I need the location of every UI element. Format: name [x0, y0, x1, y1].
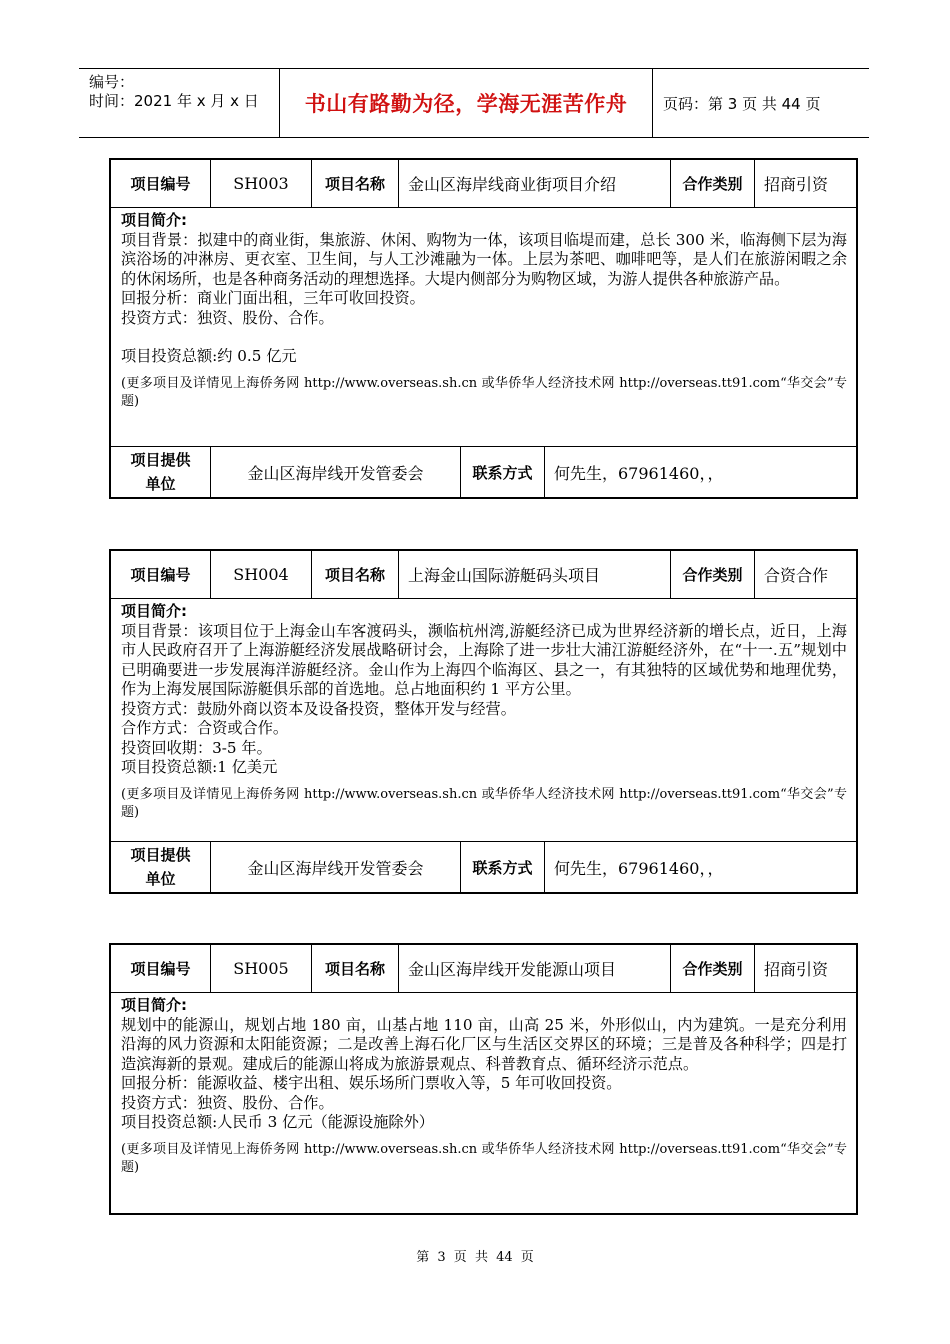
page-footer [0, 1246, 950, 1265]
intro-paragraph: 投资方式：独资、股份、合作。 [121, 1093, 334, 1112]
project-card [109, 158, 858, 499]
project-no: SH005 [211, 945, 312, 992]
provider-label [111, 447, 211, 497]
coop-type-label: 合作类别 [671, 160, 755, 207]
coop-type-label: 合作类别 [671, 551, 755, 598]
provider-row [111, 842, 856, 892]
project-intro [111, 599, 856, 841]
intro-paragraph: 回报分析：能源收益、楼宇出租、娱乐场所门票收入等，5 年可收回投资。 [121, 1074, 622, 1092]
intro-title: 项目简介: [121, 996, 187, 1014]
project-no-label: 项目编号 [111, 160, 211, 207]
project-header-row [111, 551, 856, 599]
project-name: 上海金山国际游艇码头项目 [399, 551, 671, 598]
page-indicator: 页码：第 3 页 共 44 页 [663, 94, 821, 113]
contact-label: 联系方式 [461, 447, 545, 497]
project-name-label: 项目名称 [312, 945, 399, 992]
intro-paragraph: 投资方式：鼓励外商以资本及设备投资，整体开发与经营。 [121, 699, 516, 718]
intro-paragraph: 项目投资总额:人民币 3 亿元（能源设施除外） [121, 1113, 434, 1131]
more-info-note: (更多项目及详情见上海侨务网 http://www.overseas.sh.cn 或华侨华人经济技术网 http://overseas.tt91.com“华交会”专题) [121, 1141, 847, 1175]
contact-value: 何先生，67961460，， [554, 463, 724, 483]
project-no-label: 项目编号 [111, 945, 211, 992]
provider-name: 金山区海岸线开发管委会 [211, 842, 461, 892]
project-intro [111, 993, 856, 1213]
project-intro [111, 208, 856, 446]
more-info-note: (更多项目及详情见上海侨务网 http://www.overseas.sh.cn 或华侨华人经济技术网 http://overseas.tt91.com“华交会”专题) [121, 786, 847, 820]
provider-label-line1: 项目提供 [130, 451, 191, 469]
footer-text: 第 [416, 1250, 430, 1265]
footer-text: 页 [453, 1250, 467, 1265]
project-no: SH004 [211, 551, 312, 598]
page-header [79, 68, 869, 138]
provider-row [111, 447, 856, 497]
intro-title: 项目简介: [121, 602, 187, 620]
project-intro-row [111, 993, 856, 1213]
code-label: 编号： [89, 73, 135, 91]
footer-page-number: 3 [437, 1250, 446, 1265]
intro-paragraph: 项目背景：该项目位于上海金山车客渡码头，濒临杭州湾,游艇经济已成为世界经济新的增长点，近日，上海市人民政府召开了上海游艇经济发展战略研讨会，上海除了进一步壮大浦江游艇经济外，在“十一.五”规划中已明确要进一步发展海洋游艇经济。金山作为上海四个临海区、县之一，有其独特的区域优势和地理优势，作为上海发展国际游艇俱乐部的首选地。总占地面积约 1 平方公里。 [121, 621, 847, 698]
project-name-label: 项目名称 [312, 160, 399, 207]
project-name: 金山区海岸线商业街项目介绍 [399, 160, 671, 207]
project-no: SH003 [211, 160, 312, 207]
intro-paragraph: 项目投资总额:约 0.5 亿元 [121, 347, 297, 365]
project-no-label: 项目编号 [111, 551, 211, 598]
project-card [109, 943, 858, 1215]
provider-label [111, 842, 211, 892]
more-info-note: (更多项目及详情见上海侨务网 http://www.overseas.sh.cn 或华侨华人经济技术网 http://overseas.tt91.com“华交会”专题) [121, 375, 847, 409]
intro-paragraph: 投资方式：独资、股份、合作。 [121, 308, 334, 327]
coop-type: 招商引资 [764, 175, 829, 194]
intro-title: 项目简介: [121, 211, 187, 229]
intro-paragraph: 投资回收期：3-5 年。 [121, 738, 272, 757]
coop-type: 合资合作 [764, 566, 829, 585]
project-header-row [111, 160, 856, 208]
contact-value: 何先生，67961460，， [554, 858, 724, 878]
contact-label: 联系方式 [461, 842, 545, 892]
project-name-label: 项目名称 [312, 551, 399, 598]
project-name: 金山区海岸线开发能源山项目 [399, 945, 671, 992]
intro-paragraph: 项目背景：拟建中的商业街，集旅游、休闲、购物为一体，该项目临堤而建，总长 300 米，临海侧下层为海滨浴场的冲淋房、更衣室、卫生间，与人工沙滩融为一体。上层为茶吧、咖啡吧等，是人们在旅游闲暇之余的休闲场所，也是各种商务活动的理想选择。大堤内侧部分为购物区域，为游人提供各种旅游产品。 [121, 230, 847, 288]
footer-text: 页 [520, 1250, 534, 1265]
intro-paragraph: 项目投资总额:1 亿美元 [121, 758, 278, 776]
project-intro-row [111, 599, 856, 842]
coop-type: 招商引资 [764, 960, 829, 979]
header-meta [79, 69, 280, 137]
blank-line [121, 328, 847, 347]
time-label: 时间：2021 年 x 月 x 日 [89, 92, 259, 110]
header-motto-cell [280, 69, 653, 137]
motto: 书山有路勤为径，学海无涯苦作舟 [304, 92, 628, 116]
intro-paragraph: 合作方式：合资或合作。 [121, 719, 289, 737]
footer-text: 共 [474, 1250, 488, 1265]
project-header-row [111, 945, 856, 993]
coop-type-label: 合作类别 [671, 945, 755, 992]
intro-paragraph: 规划中的能源山，规划占地 180 亩，山基占地 110 亩，山高 25 米，外形似山，内为建筑。一是充分利用沿海的风力资源和太阳能资源；二是改善上海石化厂区与生活区交界区的环境；三是普及各种科学；四是打造滨海新的景观。建成后的能源山将成为旅游景观点、科普教育点、循环经济示范点。 [121, 1015, 847, 1073]
provider-label-line2: 单位 [145, 475, 176, 493]
intro-paragraph: 回报分析：商业门面出租，三年可收回投资。 [121, 289, 425, 307]
project-intro-row [111, 208, 856, 447]
project-card [109, 549, 858, 894]
provider-label-line2: 单位 [145, 870, 176, 888]
footer-page-total: 44 [496, 1250, 513, 1265]
provider-label-line1: 项目提供 [130, 846, 191, 864]
provider-name: 金山区海岸线开发管委会 [211, 447, 461, 497]
